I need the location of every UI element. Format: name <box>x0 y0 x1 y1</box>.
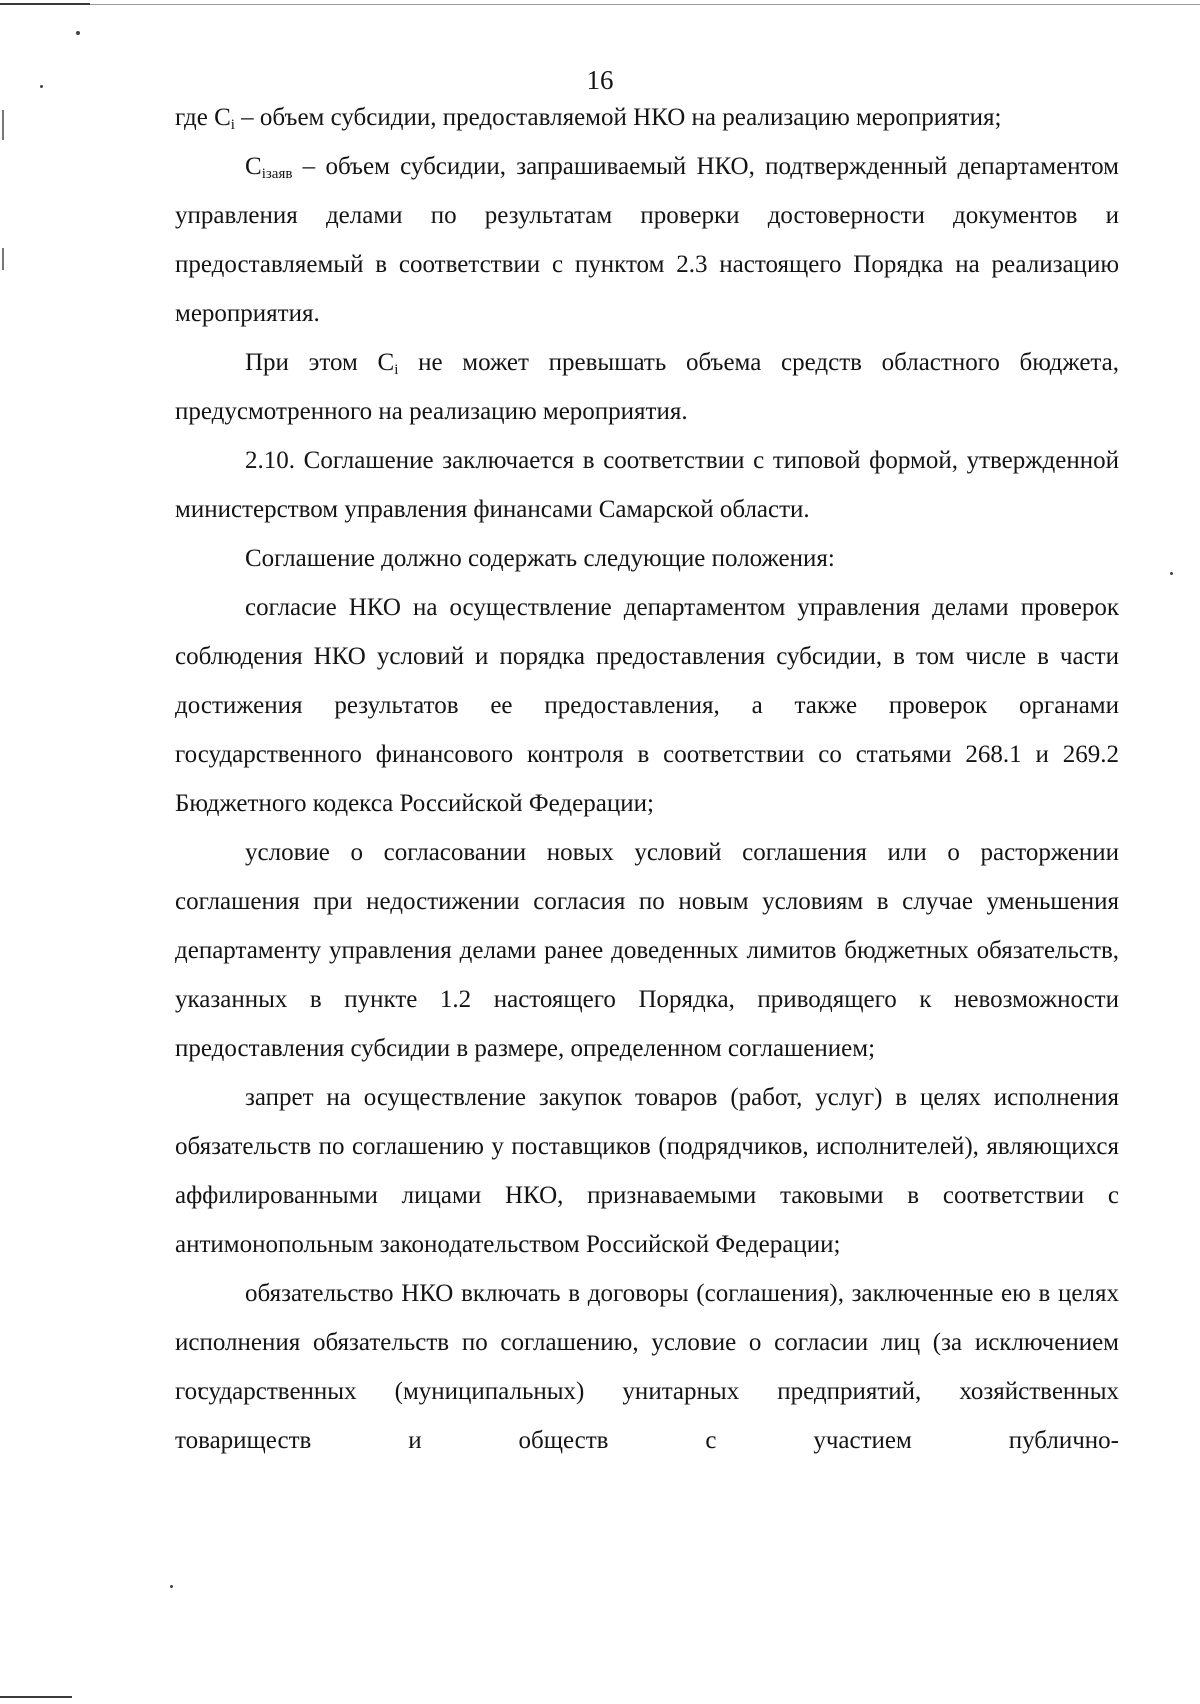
paragraph-2-10: 2.10. Соглашение заключается в соответствии с типовой формой, утвержденной министерством управления финансами Самарской области. <box>175 447 1119 523</box>
subscript: i <box>394 362 399 378</box>
paragraph-new-conditions: условие о согласовании новых условий соглашения или о расторжении соглашения при недостижении согласия по новым условиям в случае уменьшения департаменту управления делами ранее доведенных лимитов бюджетных обязательств, указанных в пункте 1.2 настоящего Порядка, приводящего к невозможности предоставления субсидии в размере, определенном соглашением; <box>175 839 1119 1062</box>
scan-speck <box>76 31 80 35</box>
scan-edge-line-top <box>0 4 1200 5</box>
paragraph-consent-checks: согласие НКО на осуществление департаментом управления делами проверок соблюдения НКО условий и порядка предоставления субсидии, в том числе в части достижения результатов ее предоставления, а также проверок органами государственного финансового контроля в соответствии со статьями 268.1 и 269.2 Бюджетного кодекса Российской Федерации; <box>175 594 1119 817</box>
scan-speck <box>1170 572 1173 575</box>
paragraph-contract-obligation: обязательство НКО включать в договоры (соглашения), заключенные ею в целях исполнения обязательств по соглашению, условие о согласии лиц (за исключением государственных (муниципальных) унитарных предприятий, хозяйственных товариществ и обществ с участием публично- <box>175 1280 1119 1454</box>
paragraph-ci-limit: При этом $C_i$ не может превышать объема средств областного бюджета, предусмотренного на реализацию мероприятия. <box>175 349 1119 425</box>
paragraph-ci-definition: где $C_i$ – объем субсидии, предоставляемой НКО на реализацию мероприятия; <box>175 104 1002 133</box>
scan-edge-mark-top <box>0 3 90 5</box>
subscript: i <box>230 117 235 133</box>
page-number: 16 <box>586 65 614 95</box>
scan-margin-mark <box>2 110 4 140</box>
scan-speck <box>170 1585 173 1588</box>
paragraph-ci-zayav-definition: $C_{iзаяв}$ – объем субсидии, запрашиваемый НКО, подтвержденный департаментом управления делами по результатам проверки достоверности документов и предоставляемый в соответствии с пунктом 2.3 настоящего Порядка на реализацию мероприятия. <box>175 153 1119 327</box>
document-body <box>175 93 1119 1465</box>
paragraph-agreement-provisions: Соглашение должно содержать следующие положения: <box>245 545 835 572</box>
scan-edge-mark-bottom <box>0 1696 72 1698</box>
scan-margin-mark <box>2 248 4 270</box>
subscript: iзаяв <box>261 166 293 182</box>
paragraph-procurement-ban: запрет на осуществление закупок товаров (работ, услуг) в целях исполнения обязательств по соглашению у поставщиков (подрядчиков, исполнителей), являющихся аффилированными лицами НКО, признаваемыми таковыми в соответствии с антимонопольным законодательством Российской Федерации; <box>175 1084 1119 1258</box>
